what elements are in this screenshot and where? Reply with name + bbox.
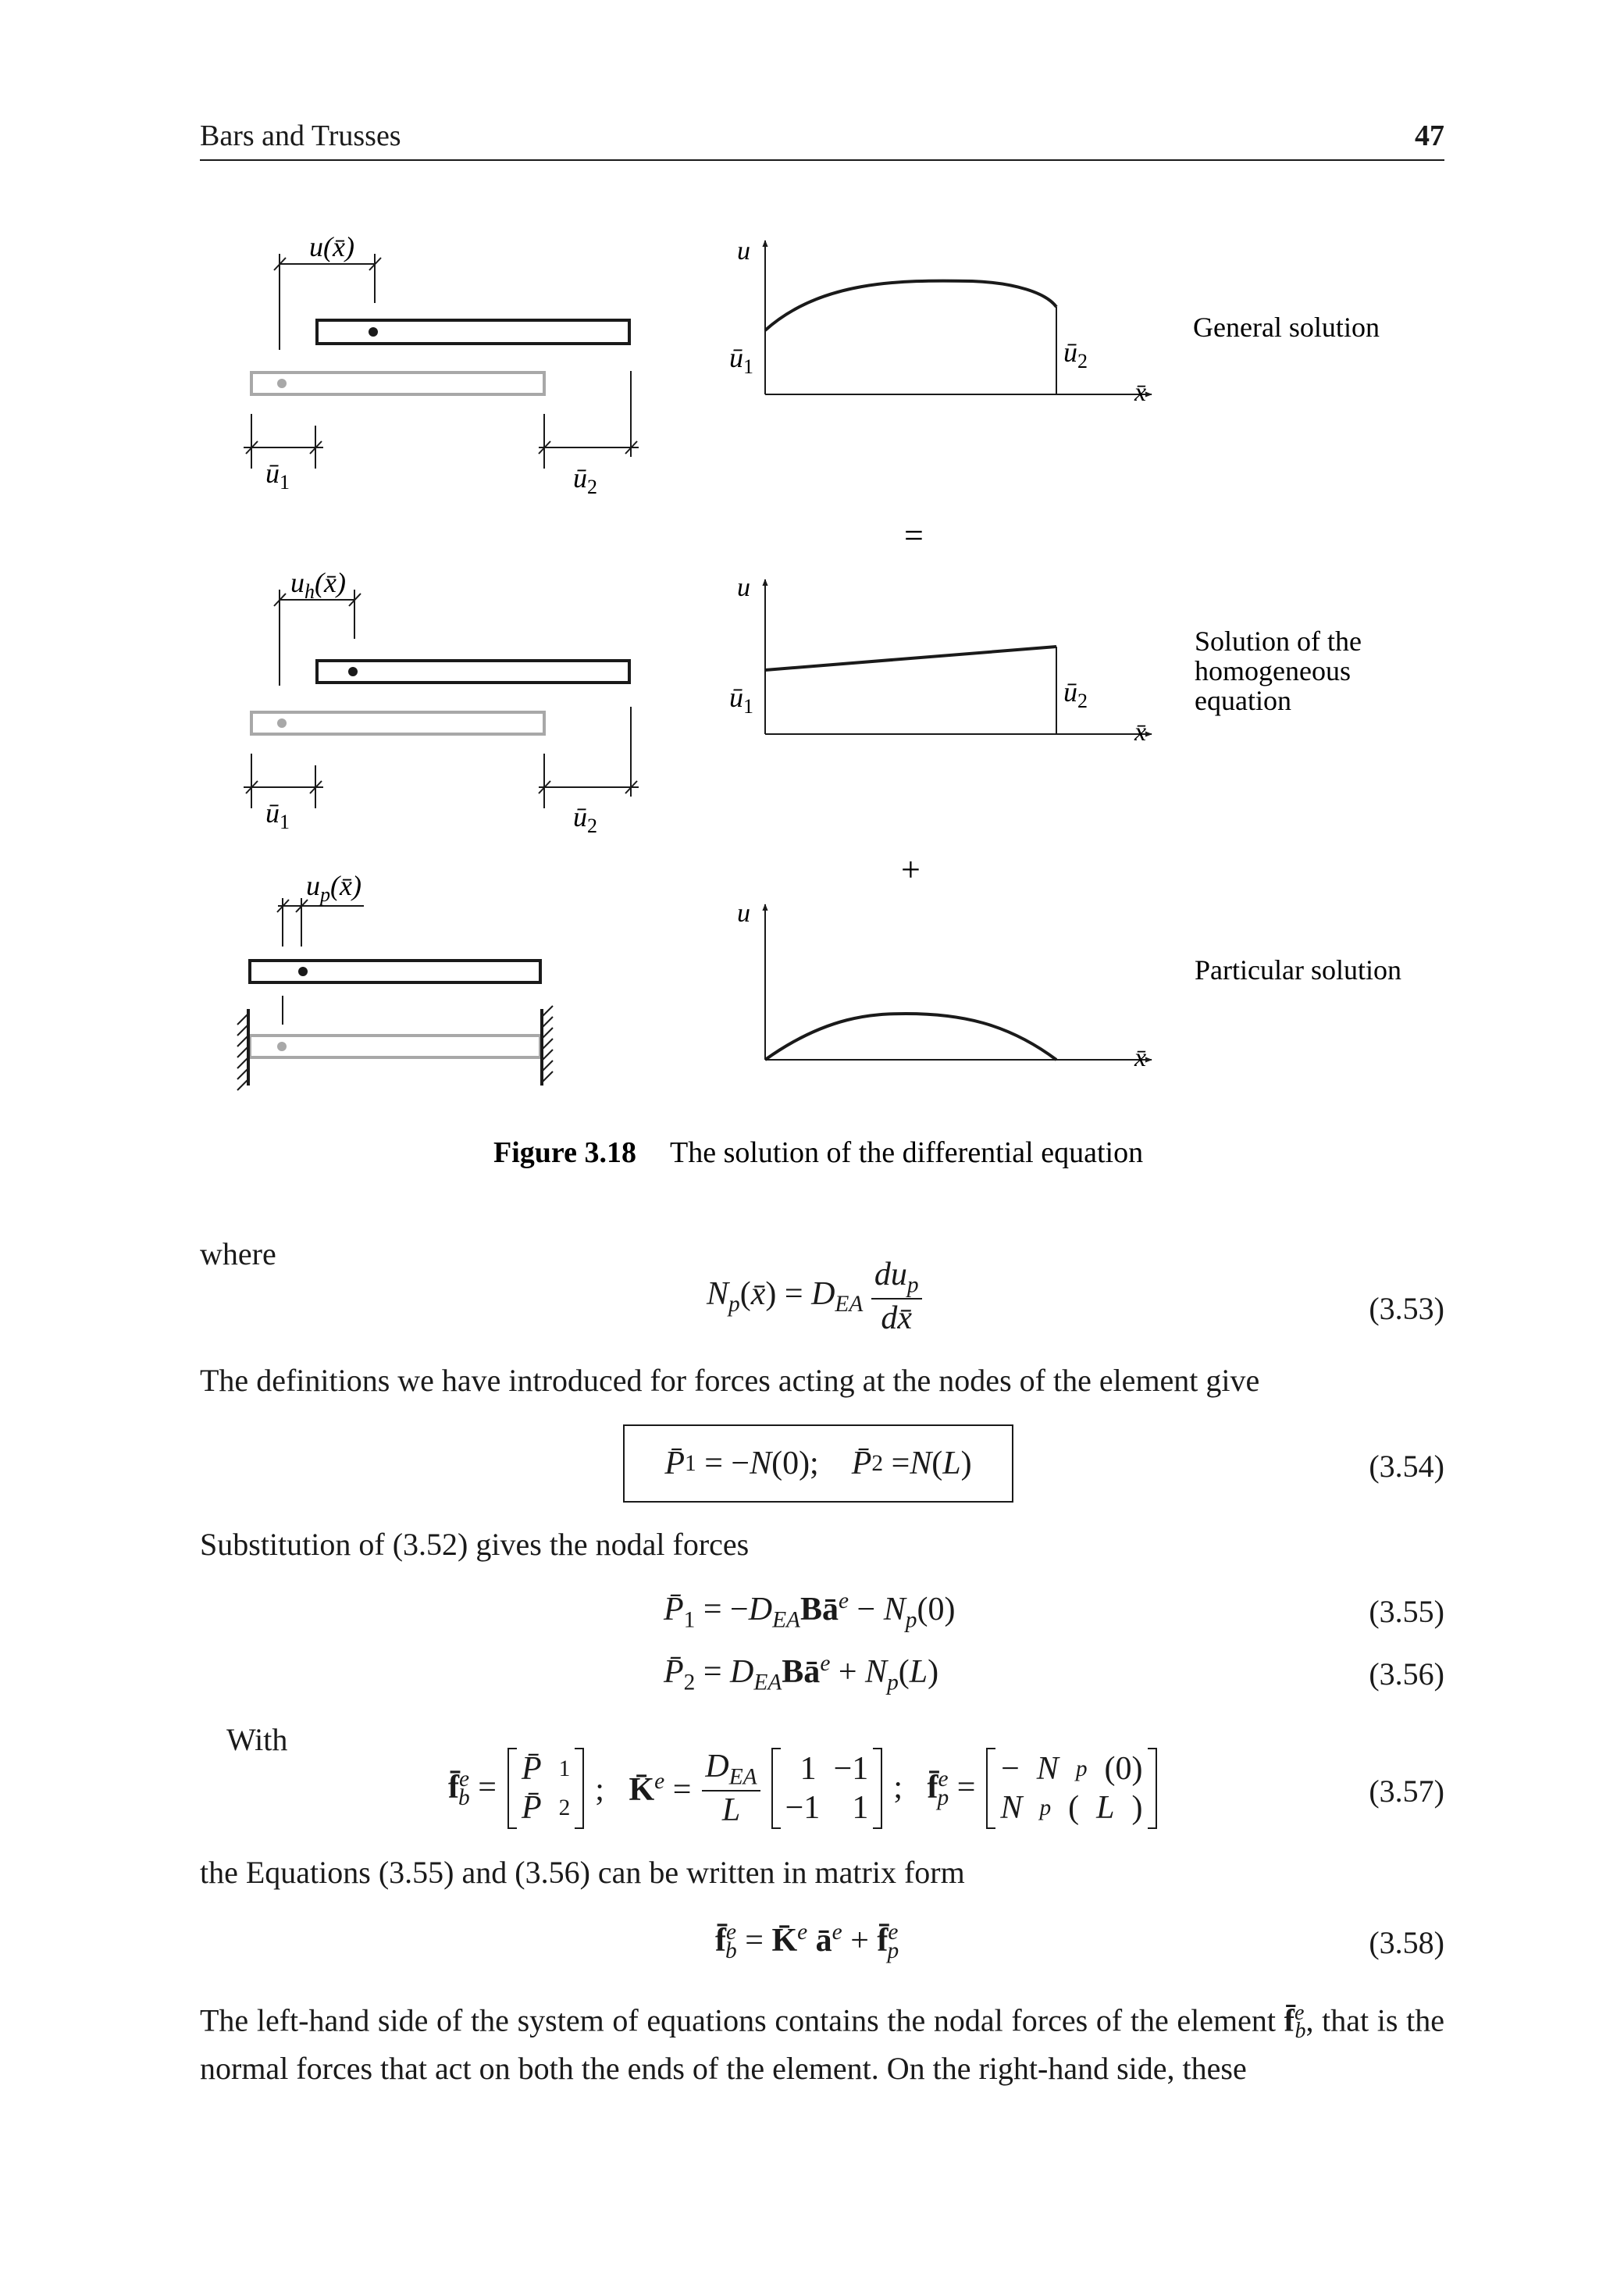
homogeneous-line: [765, 647, 1056, 670]
panel-particular-bars: [237, 870, 553, 1090]
eq-number-3-54: (3.54): [1369, 1449, 1444, 1484]
u2-label: $ū_2$: [573, 462, 597, 498]
svg-text:ū1: $ū_1$: [729, 682, 753, 718]
eq-number-3-53: (3.53): [1369, 1291, 1444, 1326]
up-xbar-label: $u_p(x̄)$: [306, 870, 361, 906]
equation-3-55: $P̄_1$ = $-D_{EA}Bā^e - N_p(0)$: [664, 1588, 956, 1633]
paragraph-substitution: Substitution of (3.52) gives the nodal forces: [200, 1527, 750, 1562]
label-homogeneous-1: Solution of the: [1195, 626, 1362, 657]
equation-3-56: $P̄_2$ = $D_{EA}Bā^e + N_p(L)$: [664, 1651, 939, 1695]
paragraph-definitions: The definitions we have introduced for forces acting at the nodes of the element give: [200, 1363, 1260, 1398]
svg-text:ū1: $ū_1$: [265, 797, 290, 833]
svg-text:u: u: [737, 237, 750, 266]
svg-text:x̄: x̄: [1134, 1043, 1147, 1072]
equation-3-54: P̄ 1 = − N (0); P̄ 2 = N ( L ): [623, 1424, 1013, 1503]
eq-number-3-58: (3.58): [1369, 1925, 1444, 1960]
figure-caption-label: Figure 3.18: [493, 1136, 636, 1169]
paragraph-left-hand-side: The left-hand side of the system of equations contains the nodal forces of the element f̄$^e_b$, that is the normal forces that act on both the ends of the element. On the right-hand side, these: [200, 2001, 1445, 2087]
eq-number-3-57: (3.57): [1369, 1774, 1444, 1809]
equation-3-58: f̄$^e_b$ = K̄$^e$ $ā^e$ + f̄$^e_p$: [715, 1920, 899, 1964]
undeformed-bar: [251, 373, 544, 394]
running-title: Bars and Trusses: [200, 119, 401, 152]
equals-sign: =: [904, 516, 924, 554]
equation-3-53: $N_p(x̄) = D_{EA}$ $\frac{du_p}{dx̄}$: [707, 1256, 922, 1337]
svg-text:u: u: [737, 573, 750, 602]
plus-sign: +: [901, 850, 921, 889]
svg-text:u: u: [737, 899, 750, 928]
eq-number-3-56: (3.56): [1369, 1656, 1444, 1692]
material-point: [369, 327, 378, 337]
eq-number-3-55: (3.55): [1369, 1594, 1444, 1629]
equation-3-57: f̄$^e_b$ = P̄ 1 P̄ 2 ; K̄$^e$ = $\frac{D_{EA}}{L}$ 1 −1 −1 1 ; f̄$^e_p$ = − N p (0) N p ( L ): [448, 1748, 1157, 1829]
uh-xbar-label: $u_h(x̄)$: [290, 567, 346, 603]
page-number: 47: [1415, 119, 1444, 152]
paragraph-matrix-form: the Equations (3.55) and (3.56) can be written in matrix form: [200, 1855, 965, 1890]
svg-text:ū1: $ū_1$: [729, 342, 753, 378]
figure-caption-text: The solution of the differential equation: [670, 1136, 1144, 1169]
particular-curve: [765, 1014, 1056, 1060]
label-homogeneous-2: homogeneous: [1195, 655, 1351, 686]
label-homogeneous-3: equation: [1195, 685, 1291, 716]
plot-homogeneous-solution: [729, 573, 1152, 747]
label-particular-solution: Particular solution: [1195, 954, 1401, 986]
plot-general-solution: [729, 237, 1152, 407]
u-xbar-label: u(x̄): [309, 231, 354, 262]
panel-general-bars: [244, 231, 639, 498]
general-curve: [765, 281, 1056, 330]
label-general-solution: General solution: [1193, 312, 1380, 343]
u1-label: $ū_1$: [265, 458, 290, 494]
svg-text:ū2: $ū_2$: [573, 801, 597, 837]
svg-text:x̄: x̄: [1134, 718, 1147, 747]
with-text: With: [226, 1722, 288, 1757]
svg-text:ū2: $ū_2$: [1063, 337, 1088, 373]
svg-text:ū2: $ū_2$: [1063, 676, 1088, 712]
svg-text:x̄: x̄: [1134, 378, 1147, 407]
where-text: where: [200, 1236, 276, 1271]
panel-homogeneous-bars: [244, 567, 639, 837]
deformed-bar: [317, 320, 629, 344]
plot-particular-solution: [737, 899, 1152, 1072]
